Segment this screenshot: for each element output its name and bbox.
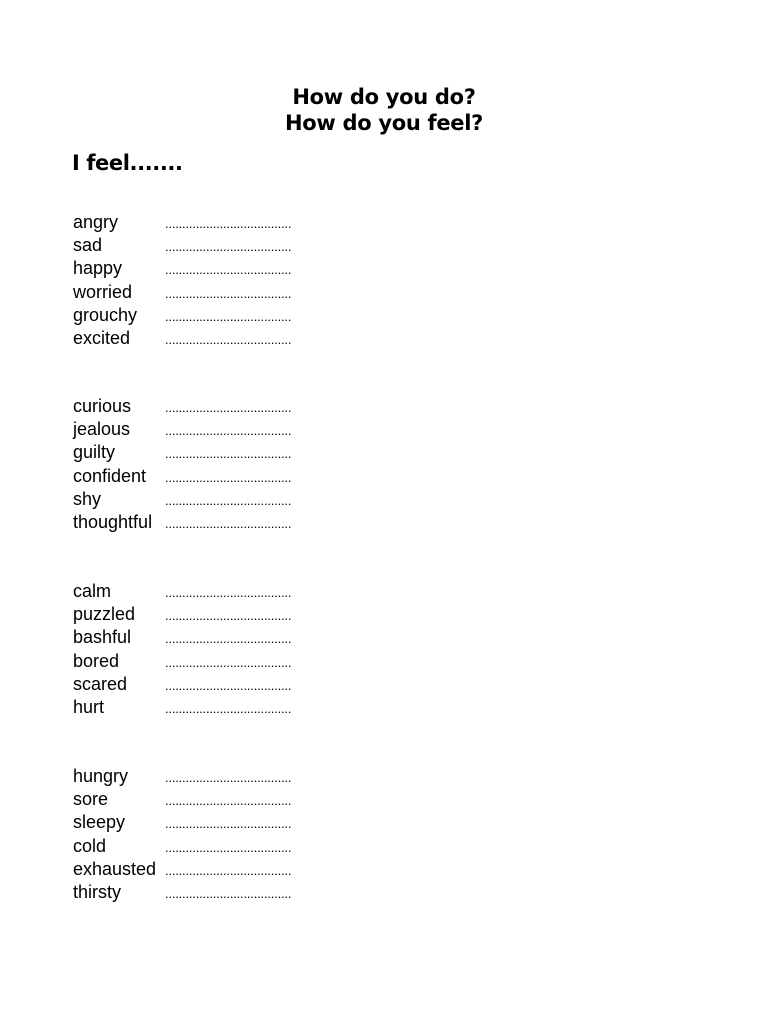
feeling-word: confident [73, 465, 147, 486]
feeling-word: curious [73, 396, 132, 416]
feeling-row [73, 626, 291, 649]
feeling-word: exhausted [73, 858, 157, 879]
feeling-row [73, 511, 291, 534]
feeling-row [73, 580, 291, 603]
feeling-word: thirsty [73, 881, 122, 902]
feeling-row [73, 304, 291, 327]
feeling-row [73, 881, 291, 904]
feeling-word: happy [73, 258, 123, 279]
feeling-word: cold [73, 835, 107, 856]
feeling-row [73, 441, 291, 464]
answer-blank[interactable]: ..................................... [165, 400, 292, 415]
feeling-word: puzzled [73, 604, 136, 625]
answer-blank[interactable]: ..................................... [165, 700, 292, 716]
feeling-row [73, 257, 291, 280]
feeling-word: shy [73, 488, 102, 509]
feeling-row [73, 858, 291, 881]
feeling-row [73, 696, 291, 719]
feeling-row [73, 835, 291, 858]
answer-blank[interactable]: ..................................... [165, 793, 292, 809]
feeling-word: jealous [73, 419, 131, 440]
feeling-row [73, 603, 291, 626]
feeling-word: calm [73, 581, 112, 601]
feeling-word: worried [73, 281, 133, 302]
answer-blank[interactable]: ..................................... [165, 285, 292, 301]
answer-blank[interactable]: ..................................... [165, 585, 292, 600]
feeling-word: bashful [73, 627, 132, 648]
answer-blank[interactable]: ..................................... [165, 423, 292, 439]
feeling-word: grouchy [73, 304, 138, 325]
answer-blank[interactable]: ..................................... [165, 469, 292, 485]
feeling-row [73, 673, 291, 696]
feeling-row [73, 327, 291, 350]
answer-blank[interactable]: ..................................... [165, 492, 292, 508]
feeling-row [73, 765, 291, 788]
feeling-row [73, 281, 291, 304]
answer-blank[interactable]: ..................................... [165, 308, 292, 324]
answer-blank[interactable]: ..................................... [165, 446, 292, 462]
answer-blank[interactable]: ..................................... [165, 839, 292, 855]
feeling-row [73, 418, 291, 441]
feeling-word: sleepy [73, 812, 126, 833]
feeling-word: hurt [73, 696, 105, 717]
feeling-row [73, 811, 291, 834]
answer-blank[interactable]: ..................................... [165, 331, 292, 347]
feeling-row [73, 234, 291, 257]
feeling-word: sad [73, 235, 103, 256]
feelings-group-4 [73, 765, 291, 904]
title-line-1: How do you do? [292, 85, 476, 109]
answer-blank[interactable]: ..................................... [165, 216, 292, 231]
answer-blank[interactable]: ..................................... [165, 515, 292, 531]
feelings-group-3 [73, 580, 291, 719]
worksheet-title [0, 84, 768, 136]
feeling-word: thoughtful [73, 511, 153, 532]
title-line-2: How do you feel? [284, 111, 484, 135]
feelings-group-1 [73, 211, 291, 350]
i-feel-heading: I feel....... [72, 151, 183, 175]
feeling-word: sore [73, 789, 109, 810]
feelings-group-2 [73, 395, 291, 534]
feeling-word: bored [73, 650, 120, 671]
answer-blank[interactable]: ..................................... [165, 885, 292, 901]
answer-blank[interactable]: ..................................... [165, 262, 292, 278]
feeling-word: hungry [73, 766, 129, 786]
answer-blank[interactable]: ..................................... [165, 654, 292, 670]
feeling-word: angry [73, 212, 119, 232]
feeling-row [73, 788, 291, 811]
answer-blank[interactable]: ..................................... [165, 816, 292, 832]
answer-blank[interactable]: ..................................... [165, 677, 292, 693]
answer-blank[interactable]: ..................................... [165, 608, 292, 624]
feeling-word: scared [73, 673, 128, 694]
feeling-row [73, 395, 291, 418]
answer-blank[interactable]: ..................................... [165, 862, 292, 878]
feeling-row [73, 211, 291, 234]
answer-blank[interactable]: ..................................... [165, 239, 292, 255]
feeling-word: guilty [73, 442, 116, 463]
feeling-word: excited [73, 327, 131, 348]
answer-blank[interactable]: ..................................... [165, 631, 292, 647]
feeling-row [73, 465, 291, 488]
answer-blank[interactable]: ..................................... [165, 770, 292, 785]
feeling-row [73, 650, 291, 673]
feeling-row [73, 488, 291, 511]
